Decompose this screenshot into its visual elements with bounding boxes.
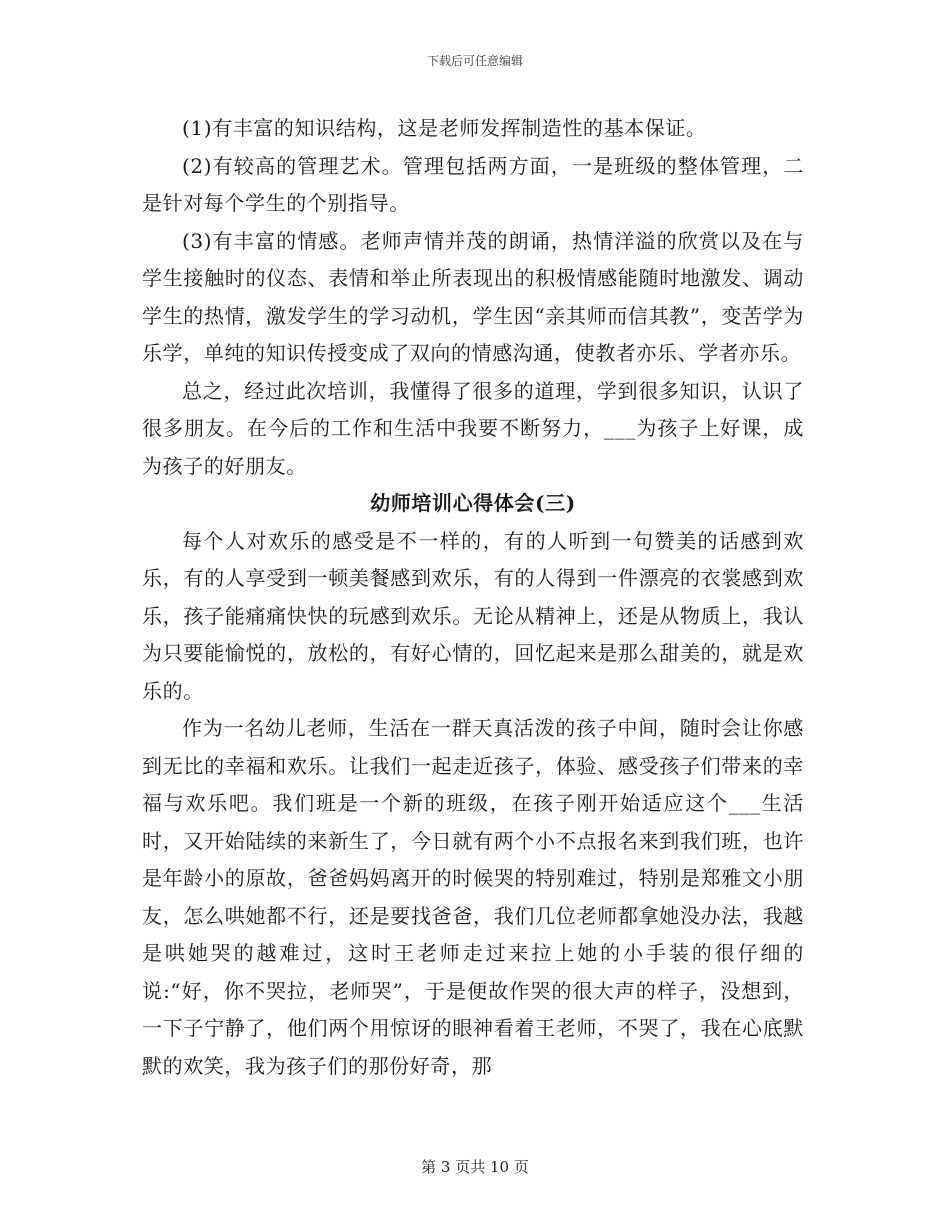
section-title: 幼师培训心得体会(三)	[370, 491, 576, 515]
paragraph-point-2: (2)有较高的管理艺术。管理包括两方面，一是班级的整体管理，二是针对每个学生的个别指导。	[142, 153, 804, 215]
paragraph-point-3: (3)有丰富的情感。老师声情并茂的朗诵，热情洋溢的欣赏以及在与学生接触时的仪态、表情和举止所表现出的积极情感能随时地激发、调动学生的热情，激发学生的学习动机，学生因“亲其师而信其教”，变苦学为乐学，单纯的知识传授变成了双向的情感沟通，使教者亦乐、学者亦乐。	[142, 228, 804, 365]
page-footer: 第 3 页共 10 页	[421, 1158, 529, 1176]
document-body	[142, 110, 804, 1085]
page-header: 下载后可任意编辑	[426, 54, 523, 68]
paragraph-joy-intro: 每个人对欢乐的感受是不一样的，有的人听到一句赞美的话感到欢乐，有的人享受到一顿美餐感到欢乐，有的人得到一件漂亮的衣裳感到欢乐，孩子能痛痛快快的玩感到欢乐。无论从精神上，还是从物质上，我认为只要能愉悦的，放松的，有好心情的，回忆起来是那么甜美的，就是欢乐的。	[142, 528, 804, 703]
paragraph-point-1: (1)有丰富的知识结构，这是老师发挥制造性的基本保证。	[182, 116, 707, 140]
paragraph-teacher-story: 作为一名幼儿老师，生活在一群天真活泼的孩子中间，随时会让你感到无比的幸福和欢乐。让我们一起走近孩子，体验、感受孩子们带来的幸福与欢乐吧。我们班是一个新的班级，在孩子刚开始适应这个___生活时，又开始陆续的来新生了，今日就有两个小不点报名来到我们班，也许是年龄小的原故，爸爸妈妈离开的时候哭的特别难过，特别是郑雅文小朋友，怎么哄她都不行，还是要找爸爸，我们几位老师都拿她没办法，我越是哄她哭的越难过，这时王老师走过来拉上她的小手装的很仔细的说:“好，你不哭拉，老师哭”，于是便故作哭的很大声的样子，没想到，一下子宁静了，他们两个用惊讶的眼神看着王老师，不哭了，我在心底默默的欢笑，我为孩子们的那份好奇，那	[142, 716, 804, 1078]
paragraph-summary: 总之，经过此次培训，我懂得了很多的道理，学到很多知识，认识了很多朋友。在今后的工作和生活中我要不断努力，___为孩子上好课，成为孩子的好朋友。	[142, 378, 804, 478]
